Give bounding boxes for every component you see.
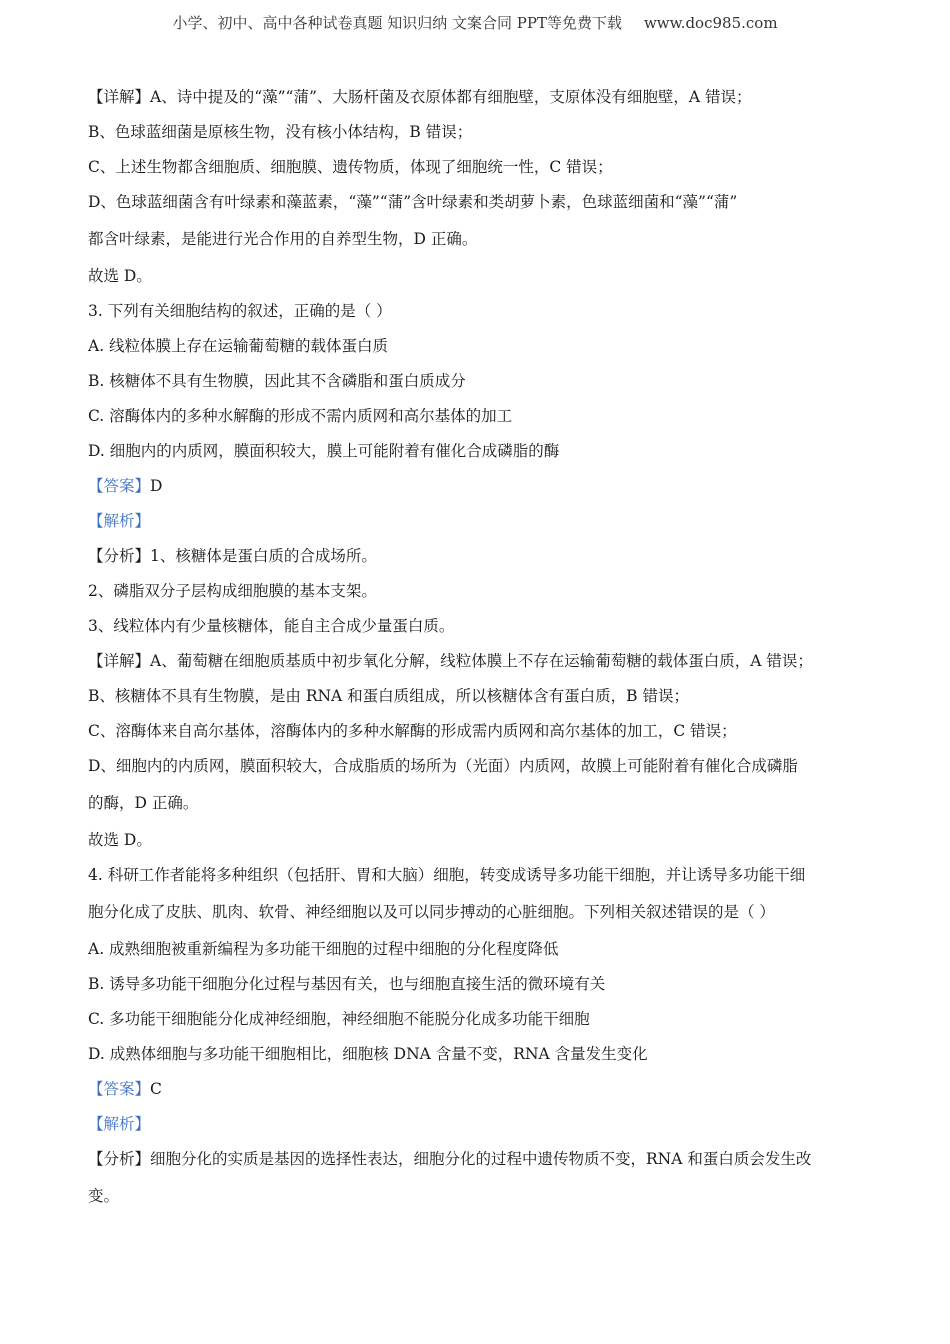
text-line: [88, 329, 868, 364]
line-text: 都含叶绿素，是能进行光合作用的自养型生物，D 正确。: [88, 230, 478, 248]
line-text: B、核糖体不具有生物膜，是由 RNA 和蛋白质组成，所以核糖体含有蛋白质，B 错误；: [88, 687, 689, 705]
text-line: [88, 823, 868, 858]
line-text: 【分析】细胞分化的实质是基因的选择性表达，细胞分化的过程中遗传物质不变，RNA 和蛋白质会发生改: [88, 1150, 812, 1168]
text-line: [88, 609, 868, 644]
text-line: [88, 504, 868, 539]
line-text: 4. 科研工作者能将多种组织（包括肝、胃和大脑）细胞，转变成诱导多功能干细胞，并让诱导多功能干细: [88, 866, 806, 884]
text-line: [88, 399, 868, 434]
text-line: [88, 294, 868, 329]
line-text: 故选 D。: [88, 267, 152, 285]
line-text: 故选 D。: [88, 831, 152, 849]
text-line: [88, 749, 868, 786]
line-text: B. 诱导多功能干细胞分化过程与基因有关，也与细胞直接生活的微环境有关: [88, 975, 606, 993]
line-text: 2、磷脂双分子层构成细胞膜的基本支架。: [88, 582, 377, 600]
text-line: [88, 858, 868, 895]
line-text: 3、线粒体内有少量核糖体，能自主合成少量蛋白质。: [88, 617, 455, 635]
line-text: 【详解】A、诗中提及的“藻”“蒲”、大肠杆菌及衣原体都有细胞壁，支原体没有细胞壁，A 错误；: [88, 88, 752, 106]
line-text: D. 细胞内的内质网，膜面积较大，膜上可能附着有催化合成磷脂的酶: [88, 442, 560, 460]
line-text: 【详解】A、葡萄糖在细胞质基质中初步氧化分解，线粒体膜上不存在运输葡萄糖的载体蛋白质，A 错误；: [88, 652, 813, 670]
text-line: [88, 222, 868, 259]
page-header: [0, 12, 950, 33]
line-text: 变。: [88, 1187, 120, 1205]
text-line: [88, 185, 868, 222]
text-line: [88, 469, 868, 504]
line-text: D: [150, 477, 163, 495]
text-line: [88, 1037, 868, 1072]
text-line: [88, 932, 868, 967]
answer-tag: 【解析】: [88, 512, 151, 530]
line-text: 【分析】1、核糖体是蛋白质的合成场所。: [88, 547, 377, 565]
answer-tag: 【答案】: [88, 477, 151, 495]
text-line: [88, 1142, 868, 1179]
text-line: [88, 679, 868, 714]
text-line: [88, 259, 868, 294]
line-text: D. 成熟体细胞与多功能干细胞相比，细胞核 DNA 含量不变，RNA 含量发生变化: [88, 1045, 648, 1063]
text-line: [88, 714, 868, 749]
line-text: A. 成熟细胞被重新编程为多功能干细胞的过程中细胞的分化程度降低: [88, 940, 559, 958]
answer-tag: 【答案】: [88, 1080, 151, 1098]
line-text: C、溶酶体来自高尔基体，溶酶体内的多种水解酶的形成需内质网和高尔基体的加工，C 错误；: [88, 722, 737, 740]
text-line: [88, 1002, 868, 1037]
line-text: D、细胞内的内质网，膜面积较大，合成脂质的场所为（光面）内质网，故膜上可能附着有催化合成磷脂: [88, 757, 798, 775]
line-text: C. 多功能干细胞能分化成神经细胞，神经细胞不能脱分化成多功能干细胞: [88, 1010, 590, 1028]
line-text: C、上述生物都含细胞质、细胞膜、遗传物质，体现了细胞统一性，C 错误；: [88, 158, 613, 176]
text-line: [88, 80, 868, 115]
line-text: D、色球蓝细菌含有叶绿素和藻蓝素，“藻”“蒲”含叶绿素和类胡萝卜素，色球蓝细菌和“藻”“蒲”: [88, 193, 738, 211]
document-body: [88, 80, 868, 1216]
answer-tag: 【解析】: [88, 1115, 151, 1133]
text-line: [88, 150, 868, 185]
text-line: [88, 1107, 868, 1142]
header-text: 小学、初中、高中各种试卷真题 知识归纳 文案合同 PPT等免费下载: [172, 14, 622, 32]
line-text: B、色球蓝细菌是原核生物，没有核小体结构，B 错误；: [88, 123, 473, 141]
text-line: [88, 786, 868, 823]
line-text: A. 线粒体膜上存在运输葡萄糖的载体蛋白质: [88, 337, 389, 355]
line-text: 胞分化成了皮肤、肌肉、软骨、神经细胞以及可以同步搏动的心脏细胞。下列相关叙述错误的是（ ）: [88, 903, 775, 921]
text-line: [88, 574, 868, 609]
text-line: [88, 1179, 868, 1216]
line-text: 3. 下列有关细胞结构的叙述，正确的是（ ）: [88, 302, 392, 320]
line-text: B. 核糖体不具有生物膜，因此其不含磷脂和蛋白质成分: [88, 372, 466, 390]
line-text: C. 溶酶体内的多种水解酶的形成不需内质网和高尔基体的加工: [88, 407, 513, 425]
text-line: [88, 895, 868, 932]
text-line: [88, 364, 868, 399]
text-line: [88, 967, 868, 1002]
text-line: [88, 115, 868, 150]
text-line: [88, 644, 868, 679]
text-line: [88, 434, 868, 469]
text-line: [88, 1072, 868, 1107]
header-url[interactable]: www.doc985.com: [643, 14, 778, 32]
line-text: 的酶，D 正确。: [88, 794, 199, 812]
line-text: C: [150, 1080, 162, 1098]
text-line: [88, 539, 868, 574]
